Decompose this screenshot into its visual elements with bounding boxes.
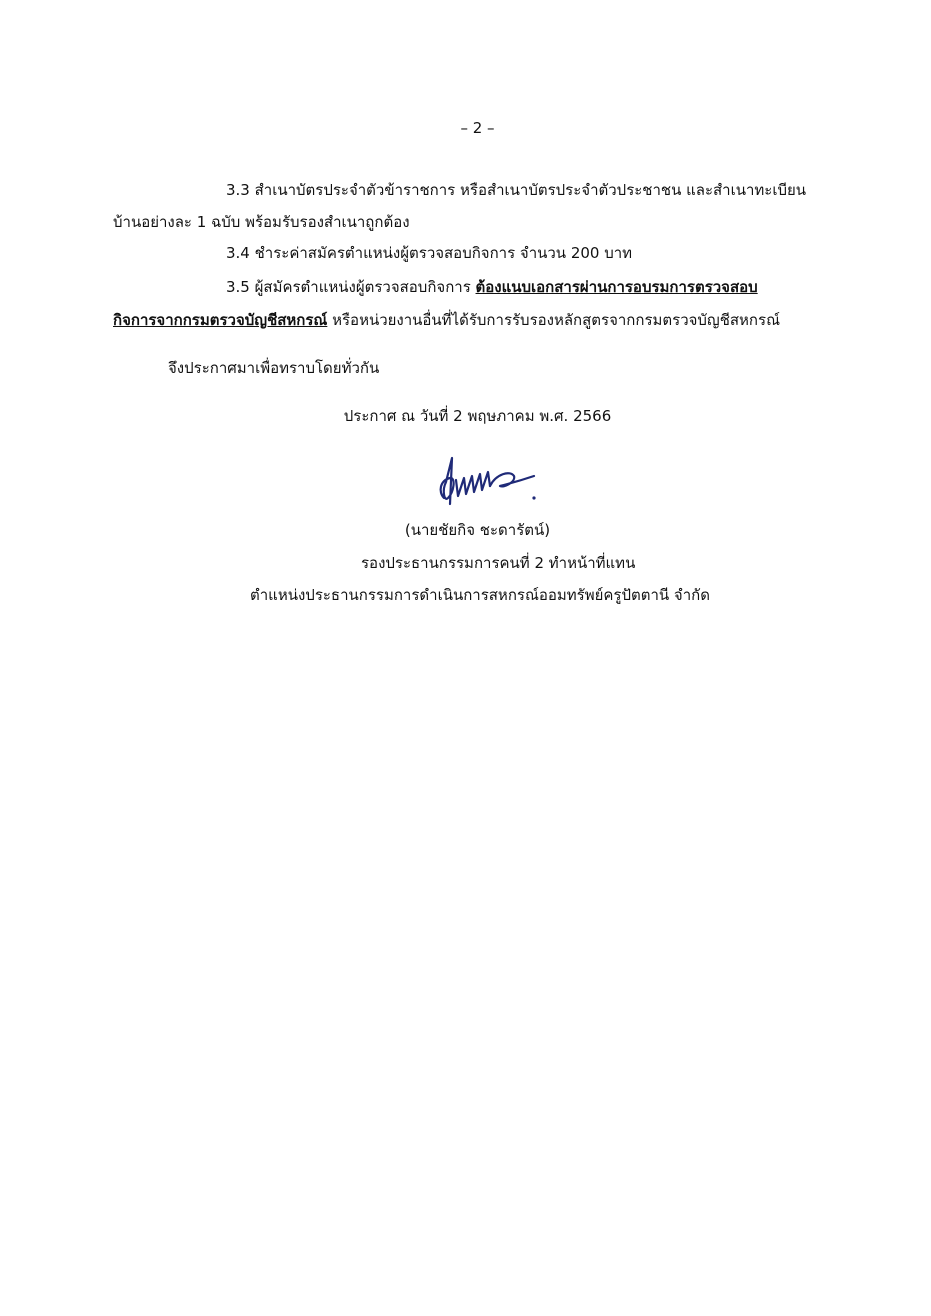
closing-statement: จึงประกาศมาเพื่อทราบโดยทั่วกัน [168,359,380,377]
page-number: – 2 – [460,119,495,137]
signature-image [430,452,550,514]
item-3-5-prefix: 3.5 ผู้สมัครตำแหน่งผู้ตรวจสอบกิจการ [226,278,476,296]
item-3-5-rest: หรือหน่วยงานอื่นที่ได้รับการรับรองหลักสูตรจากกรมตรวจบัญชีสหกรณ์ [327,311,780,329]
item-3-3-line-1: 3.3 สำเนาบัตรประจำตัวข้าราชการ หรือสำเนาบัตรประจำตัวประชาชน และสำเนาทะเบียน [226,181,807,199]
signatory-name: (นายชัยกิจ ชะดารัตน์) [404,521,551,539]
signatory-position: รองประธานกรรมการคนที่ 2 ทำหน้าที่แทน [361,554,636,572]
item-3-4: 3.4 ชำระค่าสมัครตำแหน่งผู้ตรวจสอบกิจการ จำนวน 200 บาท [226,244,633,262]
item-3-5-emphasis-1: ต้องแนบเอกสารผ่านการอบรมการตรวจสอบ [475,278,758,296]
signatory-acting-for: ตำแหน่งประธานกรรมการดำเนินการสหกรณ์ออมทรัพย์ครูปัตตานี จำกัด [250,586,710,604]
item-3-5-emphasis-2: กิจการจากกรมตรวจบัญชีสหกรณ์ [113,311,328,329]
announcement-date: ประกาศ ณ วันที่ 2 พฤษภาคม พ.ศ. 2566 [343,407,612,425]
item-3-3-line-2: บ้านอย่างละ 1 ฉบับ พร้อมรับรองสำเนาถูกต้อง [113,213,410,231]
item-3-5-line-2 [113,310,780,330]
item-3-5-line-1 [226,277,758,297]
